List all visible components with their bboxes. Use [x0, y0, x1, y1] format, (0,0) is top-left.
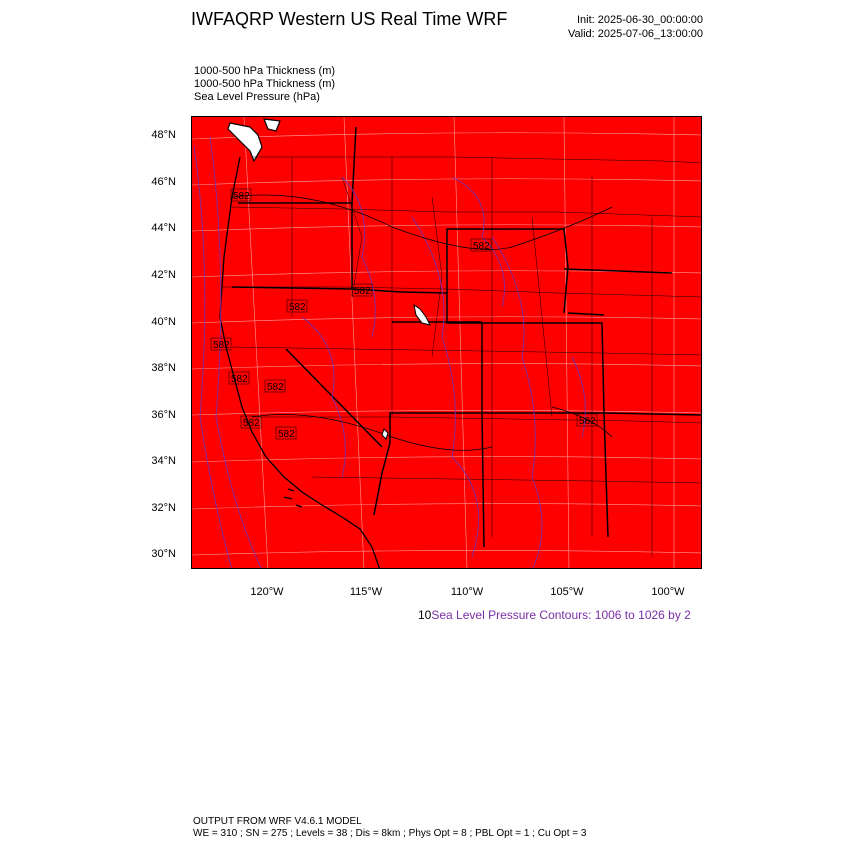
contour-label: 582 — [243, 418, 260, 429]
contour-label: 582 — [354, 286, 371, 297]
model-config: WE = 310 ; SN = 275 ; Levels = 38 ; Dis = 8km ; Phys Opt = 8 ; PBL Opt = 1 ; Cu Opt = 3 — [193, 828, 587, 839]
lat-label: 34°N — [151, 455, 176, 467]
contour-label: 582 — [213, 340, 230, 351]
model-footer — [193, 816, 586, 840]
lon-label: 100°W — [651, 586, 685, 598]
lon-label: 110°W — [450, 586, 484, 598]
lat-label: 42°N — [151, 269, 176, 281]
lat-label: 44°N — [151, 222, 176, 234]
lon-label: 115°W — [349, 586, 383, 598]
lat-label: 36°N — [151, 409, 176, 421]
contour-label: 582 — [579, 416, 596, 427]
contour-info — [418, 608, 691, 622]
lon-label: 105°W — [550, 586, 584, 598]
map-panel — [191, 116, 702, 569]
lat-label: 40°N — [151, 316, 176, 328]
model-version: OUTPUT FROM WRF V4.6.1 MODEL — [193, 816, 362, 827]
field-thickness-2: 1000-500 hPa Thickness (m) — [194, 78, 336, 90]
contour-label: 582 — [473, 241, 490, 252]
contour-label: 582 — [278, 429, 295, 440]
map-title: IWFAQRP Western US Real Time WRF — [191, 9, 508, 29]
contour-label: 582 — [289, 302, 306, 313]
slp-contour-info: Sea Level Pressure Contours: 1006 to 1026 by 2 — [431, 608, 691, 622]
lat-label: 46°N — [151, 176, 176, 188]
valid-time: Valid: 2025-07-06_13:00:00 — [568, 28, 703, 40]
field-slp: Sea Level Pressure (hPa) — [194, 91, 320, 103]
contour-label: 582 — [267, 382, 284, 393]
field-thickness-1: 1000-500 hPa Thickness (m) — [194, 65, 336, 77]
lon-label: 120°W — [250, 586, 284, 598]
time-info — [568, 13, 703, 41]
contour-label: 582 — [233, 191, 250, 202]
lat-label: 32°N — [151, 502, 176, 514]
lat-label: 48°N — [151, 129, 176, 141]
contour-label: 582 — [231, 374, 248, 385]
field-legend — [194, 65, 335, 104]
init-time: Init: 2025-06-30_00:00:00 — [577, 14, 703, 26]
graticule — [192, 117, 702, 569]
lat-label: 30°N — [151, 548, 176, 560]
state-borders — [232, 127, 702, 547]
contour-label-group — [211, 189, 597, 440]
contour-info-prefix: 10 — [418, 608, 432, 622]
puget-sound — [228, 119, 280, 161]
map-graphic — [192, 117, 702, 569]
lakes — [382, 305, 430, 439]
lat-label: 38°N — [151, 362, 176, 374]
